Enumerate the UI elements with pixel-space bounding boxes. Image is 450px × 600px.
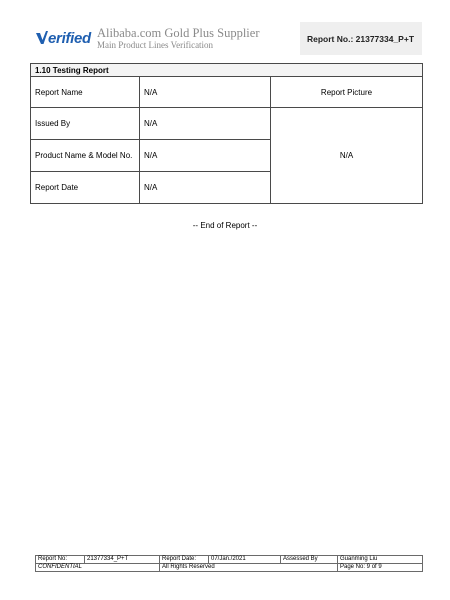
footer-report-date-value: 07/Jan./2021 xyxy=(209,556,281,564)
report-picture-header: Report Picture xyxy=(271,77,423,108)
section-title: 1.10 Testing Report xyxy=(31,64,423,77)
row-value-issued-by: N/A xyxy=(140,108,271,140)
footer-assessed-value: Guanming Liu xyxy=(338,556,423,564)
row-label-issued-by: Issued By xyxy=(31,108,140,140)
footer-table xyxy=(35,555,423,572)
footer-report-no-label: Report No: xyxy=(36,556,85,564)
end-of-report: -- End of Report -- xyxy=(192,221,258,230)
report-picture-value: N/A xyxy=(271,108,423,204)
header-title: Alibaba.com Gold Plus Supplier xyxy=(97,26,260,40)
header-subtitle: Main Product Lines Verification xyxy=(97,40,214,50)
row-label-product-name: Product Name & Model No. xyxy=(31,140,140,172)
row-value-report-name: N/A xyxy=(140,77,271,108)
footer-confidential: CONFIDENTIAL xyxy=(36,564,160,572)
testing-report-table xyxy=(30,63,423,204)
row-label-report-name: Report Name xyxy=(31,77,140,108)
footer-report-date-label: Report Date: xyxy=(160,556,209,564)
verified-logo xyxy=(36,30,91,47)
footer-report-no-value: 21377334_P+T xyxy=(85,556,160,564)
row-label-report-date: Report Date xyxy=(31,172,140,204)
row-value-report-date: N/A xyxy=(140,172,271,204)
report-number-box xyxy=(300,22,422,55)
row-value-product-name: N/A xyxy=(140,140,271,172)
footer-rights: All Rights Reserved xyxy=(160,564,338,572)
logo-text: erified xyxy=(48,30,91,47)
table-row xyxy=(31,77,423,108)
report-number: Report No.: 21377334_P+T xyxy=(307,33,415,44)
footer-page-number: Page No: 9 of 9 xyxy=(338,564,423,572)
verified-check-icon xyxy=(36,31,48,45)
footer-assessed-label: Assessed By xyxy=(281,556,338,564)
table-row xyxy=(31,108,423,140)
